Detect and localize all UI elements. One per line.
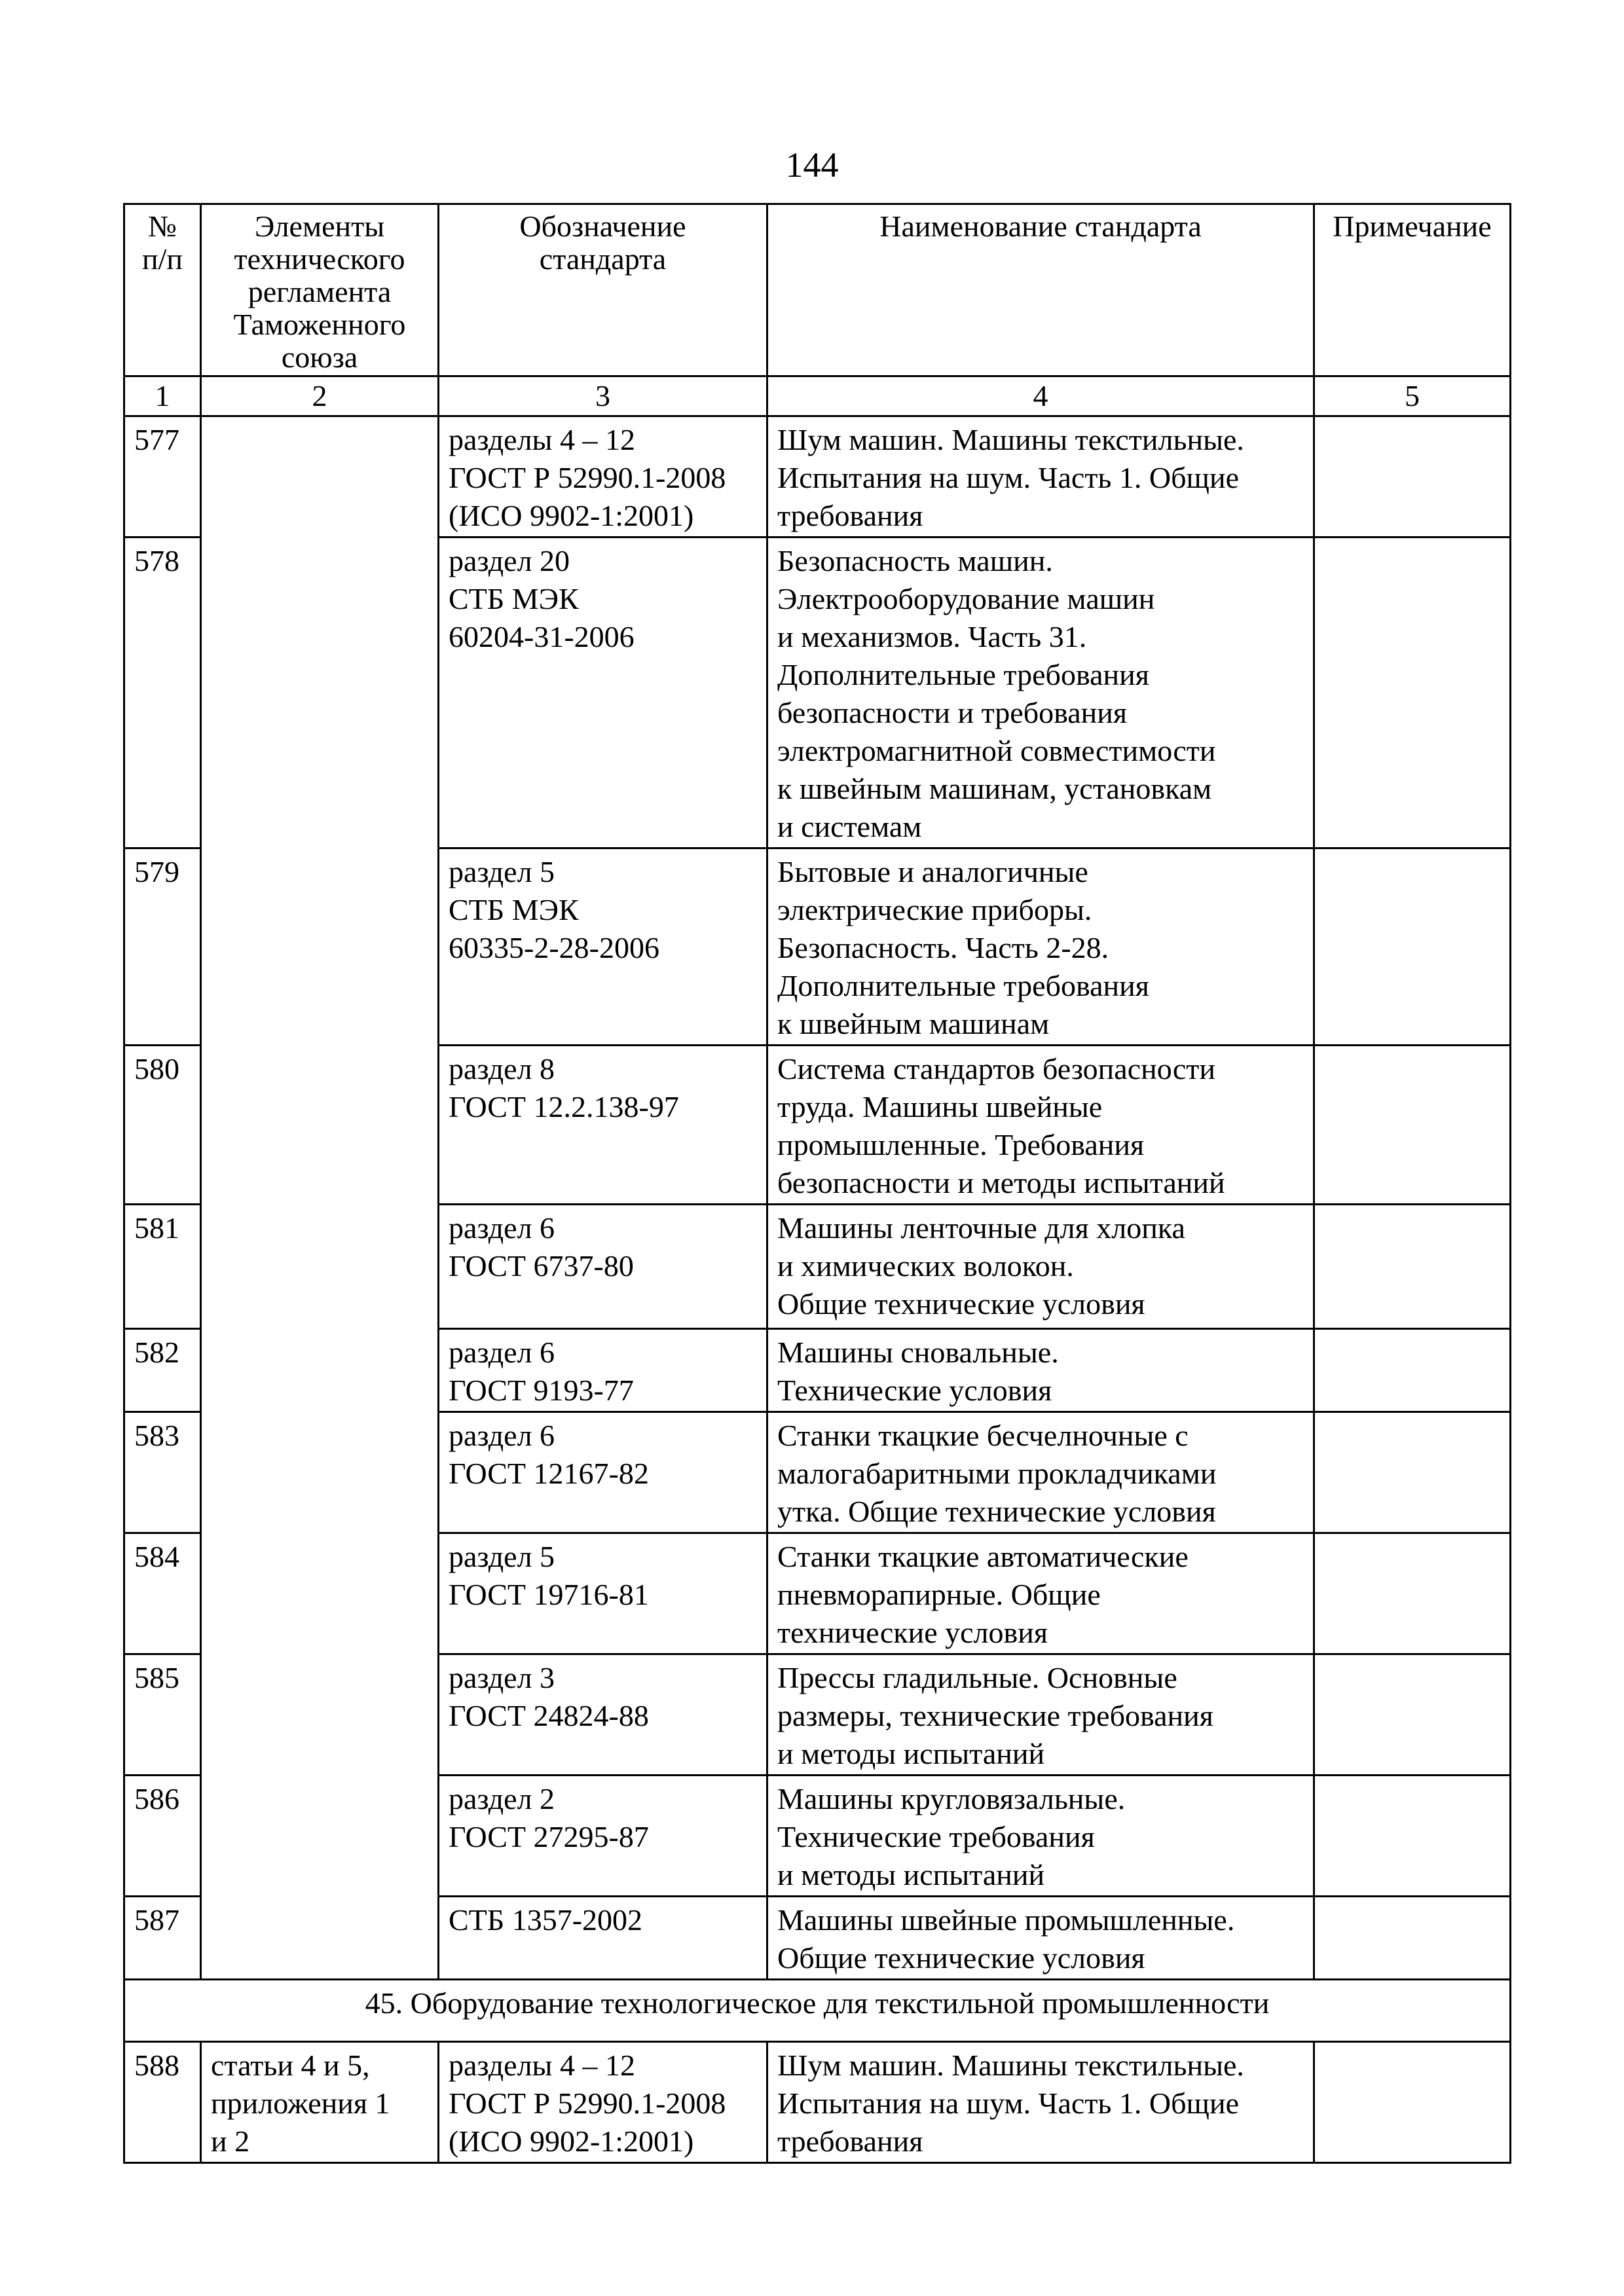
- standard-designation: [439, 1412, 767, 1533]
- header-regulation-elements: [201, 204, 439, 376]
- cell-text-line: Обозначение: [519, 210, 686, 243]
- cell-text-line: стандарта: [539, 242, 667, 276]
- cell-text-line: (ИСО 9902-1:2001): [449, 2124, 694, 2158]
- row-number: 578: [124, 538, 201, 848]
- cell-text-line: союза: [281, 340, 358, 374]
- cell-text-line: СТБ 1357-2002: [449, 1903, 643, 1937]
- standard-designation: [439, 1046, 767, 1205]
- note: [1314, 1533, 1511, 1654]
- cell-text-line: Испытания на шум. Часть 1. Общие: [777, 2086, 1239, 2120]
- cell-text-line: Технические условия: [777, 1374, 1052, 1407]
- regulation-elements: [201, 2042, 439, 2163]
- note: [1314, 1329, 1511, 1412]
- cell-text-line: Бытовые и аналогичные: [777, 855, 1088, 888]
- cell-text-line: ГОСТ 19716-81: [449, 1578, 649, 1611]
- cell-text-line: ГОСТ 27295-87: [449, 1820, 649, 1853]
- standard-name: [767, 1412, 1314, 1533]
- cell-text-line: Дополнительные требования: [777, 658, 1149, 691]
- row-number: 583: [124, 1412, 201, 1533]
- cell-text-line: требования: [777, 499, 923, 532]
- standard-name: [767, 538, 1314, 848]
- column-number: 3: [439, 376, 767, 416]
- cell-text-line: Примечание: [1333, 210, 1492, 243]
- standard-designation: [439, 1897, 767, 1980]
- cell-text-line: требования: [777, 2124, 923, 2158]
- cell-text-line: Система стандартов безопасности: [777, 1052, 1216, 1085]
- standard-name: [767, 1897, 1314, 1980]
- cell-text-line: безопасности и методы испытаний: [777, 1166, 1225, 1199]
- column-numbers-row: [124, 376, 1511, 416]
- note: [1314, 1412, 1511, 1533]
- cell-text-line: Общие технические условия: [777, 1287, 1145, 1321]
- standard-designation: [439, 1205, 767, 1329]
- cell-text-line: технические условия: [777, 1616, 1048, 1649]
- cell-text-line: Таможенного: [233, 308, 406, 341]
- cell-text-line: СТБ МЭК: [449, 582, 579, 615]
- cell-text-line: пневморапирные. Общие: [777, 1578, 1101, 1611]
- row-number: 580: [124, 1046, 201, 1205]
- cell-text-line: и 2: [211, 2124, 250, 2158]
- cell-text-line: ГОСТ 9193-77: [449, 1374, 634, 1407]
- cell-text-line: ГОСТ 12167-82: [449, 1457, 649, 1490]
- note: [1314, 2042, 1511, 2163]
- cell-text-line: раздел 8: [449, 1052, 555, 1085]
- page-number: 144: [785, 145, 839, 185]
- row-number: 586: [124, 1776, 201, 1897]
- cell-text-line: раздел 5: [449, 855, 555, 888]
- regulation-elements-merged: [201, 416, 439, 1980]
- standard-designation: [439, 2042, 767, 2163]
- standard-name: [767, 848, 1314, 1046]
- cell-text-line: к швейным машинам: [777, 1007, 1050, 1040]
- cell-text-line: и системам: [777, 810, 922, 843]
- cell-text-line: Машины швейные промышленные.: [777, 1903, 1235, 1937]
- cell-text-line: и методы испытаний: [777, 1737, 1045, 1770]
- standard-designation: [439, 416, 767, 538]
- cell-text-line: Электрооборудование машин: [777, 582, 1155, 615]
- cell-text-line: Машины сновальные.: [777, 1336, 1059, 1369]
- cell-text-line: раздел 6: [449, 1419, 555, 1452]
- cell-text-line: Безопасность. Часть 2-28.: [777, 931, 1109, 964]
- standard-designation: [439, 1533, 767, 1654]
- row-number: 577: [124, 416, 201, 538]
- row-number: 588: [124, 2042, 201, 2163]
- cell-text-line: размеры, технические требования: [777, 1699, 1213, 1732]
- cell-text-line: ГОСТ 24824-88: [449, 1699, 649, 1732]
- row-number: 579: [124, 848, 201, 1046]
- cell-text-line: Дополнительные требования: [777, 969, 1149, 1002]
- cell-text-line: СТБ МЭК: [449, 893, 579, 926]
- cell-text-line: Технические требования: [777, 1820, 1095, 1853]
- cell-text-line: Шум машин. Машины текстильные.: [777, 2049, 1244, 2082]
- cell-text-line: регламента: [248, 275, 392, 308]
- standard-name: [767, 1329, 1314, 1412]
- cell-text-line: ГОСТ Р 52990.1-2008: [449, 461, 726, 494]
- standard-name: [767, 1533, 1314, 1654]
- cell-text-line: к швейным машинам, установкам: [777, 772, 1212, 805]
- column-number: 1: [124, 376, 201, 416]
- standard-designation: [439, 1776, 767, 1897]
- cell-text-line: малогабаритными прокладчиками: [777, 1457, 1217, 1490]
- cell-text-line: Наименование стандарта: [879, 210, 1202, 243]
- cell-text-line: труда. Машины швейные: [777, 1090, 1103, 1123]
- row-number: 584: [124, 1533, 201, 1654]
- cell-text-line: раздел 6: [449, 1336, 555, 1369]
- row-number: 585: [124, 1654, 201, 1776]
- cell-text-line: утка. Общие технические условия: [777, 1495, 1216, 1528]
- note: [1314, 1897, 1511, 1980]
- standard-designation: [439, 1654, 767, 1776]
- cell-text-line: разделы 4 – 12: [449, 423, 635, 456]
- column-number: 5: [1314, 376, 1511, 416]
- header-number: [124, 204, 201, 376]
- row-number: 582: [124, 1329, 201, 1412]
- table-header-row: [124, 204, 1511, 376]
- cell-text-line: Машины ленточные для хлопка: [777, 1211, 1185, 1245]
- cell-text-line: №: [148, 210, 177, 243]
- cell-text-line: Испытания на шум. Часть 1. Общие: [777, 461, 1239, 494]
- cell-text-line: разделы 4 – 12: [449, 2049, 635, 2082]
- cell-text-line: (ИСО 9902-1:2001): [449, 499, 694, 532]
- cell-text-line: безопасности и требования: [777, 696, 1128, 729]
- header-standard-name: [767, 204, 1314, 376]
- cell-text-line: электромагнитной совместимости: [777, 734, 1216, 767]
- cell-text-line: Станки ткацкие автоматические: [777, 1540, 1189, 1573]
- section-row: [124, 1980, 1511, 2042]
- cell-text-line: раздел 20: [449, 544, 570, 577]
- cell-text-line: Общие технические условия: [777, 1941, 1145, 1975]
- cell-text-line: раздел 2: [449, 1782, 555, 1815]
- cell-text-line: Машины кругловязальные.: [777, 1782, 1126, 1815]
- cell-text-line: Шум машин. Машины текстильные.: [777, 423, 1244, 456]
- cell-text-line: Станки ткацкие бесчелночные с: [777, 1419, 1189, 1452]
- standard-designation: [439, 848, 767, 1046]
- standard-designation: [439, 1329, 767, 1412]
- cell-text-line: раздел 3: [449, 1661, 555, 1694]
- note: [1314, 848, 1511, 1046]
- note: [1314, 1776, 1511, 1897]
- cell-text-line: и механизмов. Часть 31.: [777, 620, 1087, 653]
- cell-text-line: и химических волокон.: [777, 1249, 1074, 1283]
- standard-designation: [439, 538, 767, 848]
- cell-text-line: 60204-31-2006: [449, 620, 635, 653]
- column-number: 2: [201, 376, 439, 416]
- standard-name: [767, 1205, 1314, 1329]
- standard-name: [767, 2042, 1314, 2163]
- cell-text-line: статьи 4 и 5,: [211, 2049, 370, 2082]
- cell-text-line: раздел 5: [449, 1540, 555, 1573]
- cell-text-line: п/п: [141, 242, 183, 276]
- cell-text-line: приложения 1: [211, 2086, 390, 2120]
- cell-text-line: и методы испытаний: [777, 1858, 1045, 1891]
- note: [1314, 416, 1511, 538]
- cell-text-line: технического: [234, 242, 405, 276]
- note: [1314, 1046, 1511, 1205]
- table-row: [124, 416, 1511, 538]
- note: [1314, 538, 1511, 848]
- cell-text-line: ГОСТ 12.2.138-97: [449, 1090, 679, 1123]
- row-number: 581: [124, 1205, 201, 1329]
- cell-text-line: Безопасность машин.: [777, 544, 1053, 577]
- note: [1314, 1654, 1511, 1776]
- cell-text-line: раздел 6: [449, 1211, 555, 1245]
- cell-text-line: ГОСТ Р 52990.1-2008: [449, 2086, 726, 2120]
- note: [1314, 1205, 1511, 1329]
- table-row: [124, 2042, 1511, 2163]
- standards-table: [123, 203, 1511, 2164]
- standard-name: [767, 1654, 1314, 1776]
- header-designation: [439, 204, 767, 376]
- row-number: 587: [124, 1897, 201, 1980]
- cell-text-line: ГОСТ 6737-80: [449, 1249, 634, 1283]
- standard-name: [767, 1046, 1314, 1205]
- cell-text-line: электрические приборы.: [777, 893, 1092, 926]
- section-title: 45. Оборудование технологическое для текстильной промышленности: [124, 1980, 1511, 2042]
- cell-text-line: 60335-2-28-2006: [449, 931, 659, 964]
- standard-name: [767, 416, 1314, 538]
- header-note: [1314, 204, 1511, 376]
- column-number: 4: [767, 376, 1314, 416]
- standard-name: [767, 1776, 1314, 1897]
- cell-text-line: Элементы: [254, 210, 385, 243]
- cell-text-line: промышленные. Требования: [777, 1128, 1145, 1161]
- cell-text-line: Прессы гладильные. Основные: [777, 1661, 1177, 1694]
